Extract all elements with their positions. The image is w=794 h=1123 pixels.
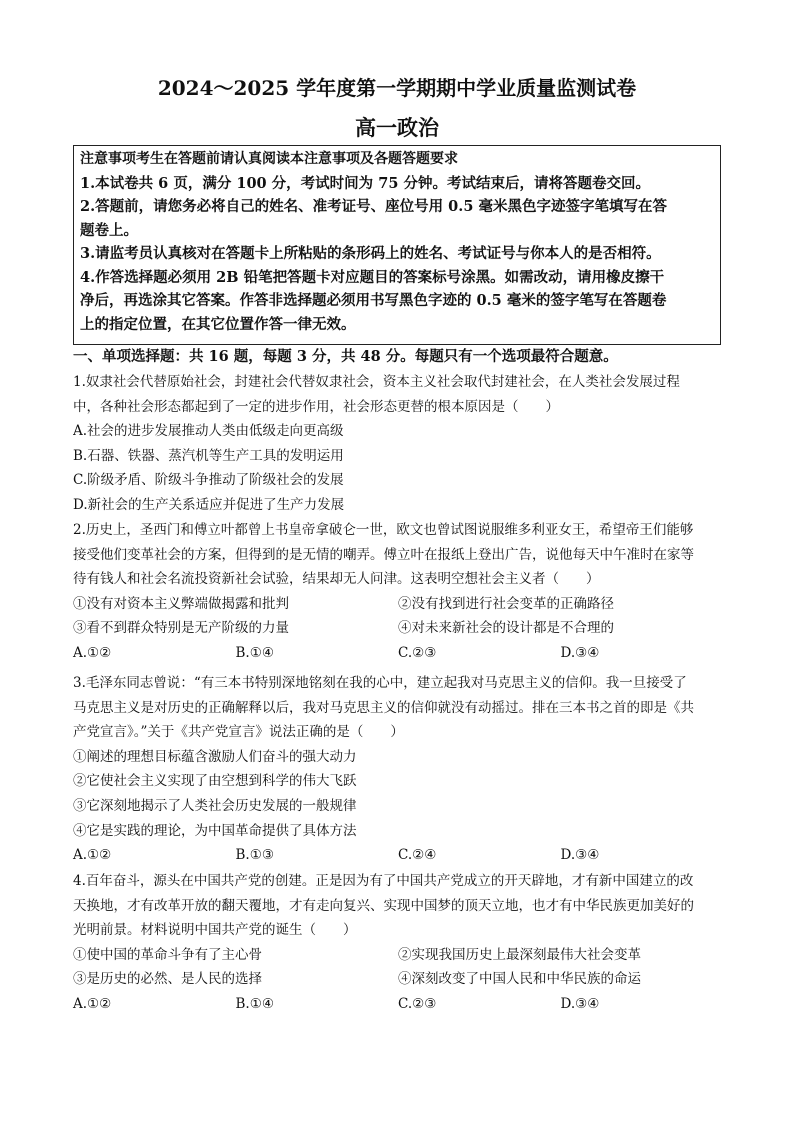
- statement-2: ②实现我国历史上最深刻最伟大社会变革: [398, 946, 641, 963]
- notice-line: 净后，再选涂其它答案。作答非选择题必须用书写黑色字迹的 0.5 毫米的签字笔写在答题卷: [80, 292, 667, 309]
- notice-line: 2.答题前，请您务必将自己的姓名、准考证号、座位号用 0.5 毫米黑色字迹签字笔填写在答: [80, 198, 667, 215]
- statement-2: ②没有找到进行社会变革的正确路径: [398, 595, 614, 612]
- question-3: [73, 671, 723, 868]
- section-heading: 一、单项选择题：共 16 题，每题 3 分，共 48 分。每题只有一个选项最符合题意。: [73, 348, 618, 365]
- choice-a: A.①②: [73, 847, 112, 864]
- question-stem: 2.历史上，圣西门和傅立叶都曾上书皇帝拿破仑一世，欧文也曾试图说服维多利亚女王，希望帝王们能够: [73, 522, 694, 538]
- question-stem: 产党宣言》。”关于《共产党宣言》说法正确的是（ ）: [73, 724, 404, 741]
- question-stem: 1.奴隶社会代替原始社会，封建社会代替奴隶社会，资本主义社会取代封建社会，在人类社会发展过程: [73, 374, 680, 390]
- statement-4: ④它是实践的理论，为中国革命提供了具体方法: [73, 822, 357, 839]
- statement-1: ①没有对资本主义弊端做揭露和批判: [73, 595, 289, 612]
- statement-3: ③它深刻地揭示了人类社会历史发展的一般规律: [73, 797, 357, 814]
- question-stem: 中，各种社会形态都起到了一定的进步作用，社会形态更替的根本原因是（ ）: [73, 398, 559, 415]
- statement-row: [73, 616, 723, 641]
- statement-2: ②它使社会主义实现了由空想到科学的伟大飞跃: [73, 773, 357, 790]
- question-2: [73, 518, 723, 666]
- question-1: [73, 370, 723, 518]
- notice-line: 3.请监考员认真核对在答题卡上所粘贴的条形码上的姓名、考试证号与你本人的是否相符。: [80, 245, 661, 262]
- statement-row: [73, 967, 723, 992]
- choice-a: A.①②: [73, 995, 112, 1012]
- choice-c: C.②③: [398, 644, 437, 661]
- notice-line: 上的指定位置，在其它位置作答一律无效。: [80, 315, 356, 333]
- choice-row: [73, 843, 723, 868]
- statement-1: ①使中国的革命斗争有了主心骨: [73, 946, 262, 963]
- question-stem: 3.毛泽东同志曾说：“有三本书特别深地铭刻在我的心中，建立起我对马克思主义的信仰。我一旦接受了: [73, 675, 687, 691]
- question-stem: 接受他们变革社会的方案，但得到的是无情的嘲弄。傅立叶在报纸上登出广告，说他每天中午准时在家等: [73, 546, 694, 563]
- question-stem: 马克思主义是对历史的正确解释以后，我对马克思主义的信仰就没有动摇过。排在三本书之首的即是《共: [73, 699, 694, 716]
- option-c: C.阶级矛盾、阶级斗争推动了阶级社会的发展: [73, 472, 344, 489]
- statement-row: [73, 592, 723, 617]
- statement-3: ③是历史的必然、是人民的选择: [73, 971, 262, 988]
- option-a: A.社会的进步发展推动人类由低级走向更高级: [73, 423, 344, 440]
- choice-d: D.③④: [560, 995, 600, 1012]
- notice-line: 注意事项考生在答题前请认真阅读本注意事项及各题答题要求: [80, 151, 458, 167]
- choice-b: B.①④: [235, 644, 274, 661]
- question-stem: 4.百年奋斗，源头在中国共产党的创建。正是因为有了中国共产党成立的开天辟地，才有新中国建立的改: [73, 873, 694, 889]
- option-d: D.新社会的生产关系适应并促进了生产力发展: [73, 496, 345, 513]
- exam-title: 2024～2025 学年度第一学期期中学业质量监测试卷: [157, 76, 637, 100]
- question-stem: 光明前景。材料说明中国共产党的诞生（ ）: [73, 922, 357, 939]
- notice-line: 1.本试卷共 6 页，满分 100 分，考试时间为 75 分钟。考试结束后，请将答题卷交回。: [80, 174, 650, 192]
- statement-4: ④对未来新社会的设计都是不合理的: [398, 620, 614, 637]
- choice-b: B.①④: [235, 995, 274, 1012]
- option-b: B.石器、铁器、蒸汽机等生产工具的发明运用: [73, 447, 344, 464]
- question-stem: 待有钱人和社会名流投资新社会试验，结果却无人问津。这表明空想社会主义者（ ）: [73, 571, 600, 588]
- question-4: [73, 869, 723, 1017]
- exam-subject: 高一政治: [355, 115, 439, 140]
- notice-box: [73, 145, 721, 345]
- notice-line: 4.作答选择题必须用 2B 铅笔把答题卡对应题目的答案标号涂黑。如需改动，请用橡皮擦干: [80, 268, 665, 286]
- notice-line: 题卷上。: [80, 221, 138, 239]
- choice-d: D.③④: [560, 847, 600, 864]
- choice-c: C.②④: [398, 847, 437, 864]
- choice-c: C.②③: [398, 995, 437, 1012]
- choice-row: [73, 641, 723, 666]
- statement-1: ①阐述的理想目标蕴含激励人们奋斗的强大动力: [73, 748, 357, 765]
- choice-row: [73, 992, 723, 1017]
- statement-3: ③看不到群众特别是无产阶级的力量: [73, 620, 289, 637]
- choice-a: A.①②: [73, 644, 112, 661]
- statement-row: [73, 943, 723, 968]
- choice-b: B.①③: [235, 847, 274, 864]
- question-stem: 天换地，才有改革开放的翻天覆地，才有走向复兴、实现中国梦的顶天立地，也才有中华民族更加美好的: [73, 897, 694, 914]
- statement-4: ④深刻改变了中国人民和中华民族的命运: [398, 971, 641, 988]
- choice-d: D.③④: [560, 644, 600, 661]
